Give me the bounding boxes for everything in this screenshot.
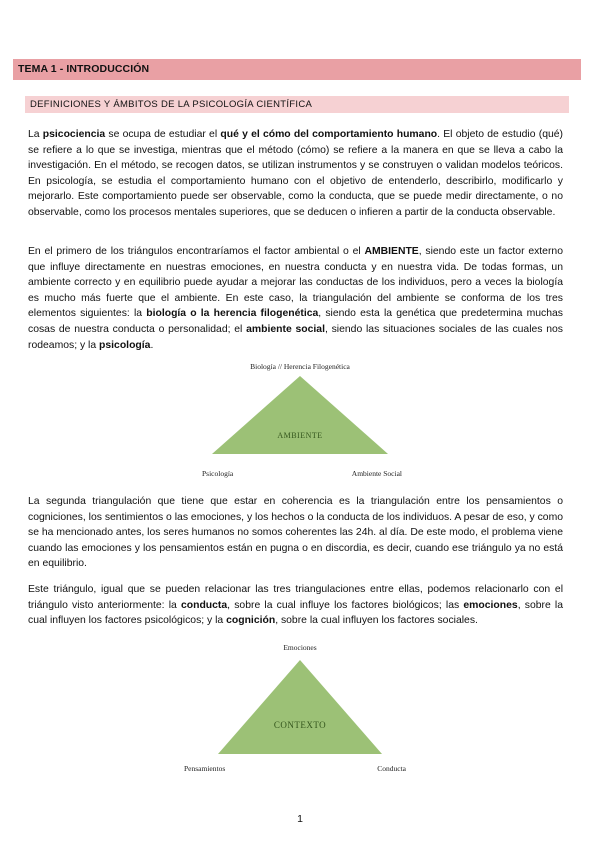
paragraph-psicociencia: La psicociencia se ocupa de estudiar el qué y el cómo del comportamiento humano. El objeto de estudio (qué) se refiere a lo que se investiga, mientras que el método (cómo) se refiere a la manera en que se lleva a cabo la investigación. En el método, se recogen datos, se utilizan instrumentos y se construyen o validan modelos teóricos. En psicología, se estudia el comportamiento humano con el objetivo de entenderlo, describirlo, modificarlo y mejorarlo. Este comportamiento puede ser observable, como la conducta, que se puede medir directamente, o no observable, como los procesos mentales superiores, que se deducen o infieren a partir de la conducta observable. (28, 129, 563, 218)
diagram2-left-label: Pensamientos (184, 764, 226, 773)
section-title-bar (25, 96, 569, 113)
diagram1-center-label: AMBIENTE (277, 431, 323, 440)
ambiente-triangle (212, 376, 388, 454)
paragraph-second-triangulation: La segunda triangulación que tiene que estar en coherencia es la triangulación entre los pensamientos o cogniciones, los sentimientos o las emociones, y los hechos o la conducta de los individuos. A pesar de eso, y como se ha mencionado antes, los seres humanos no somos coherentes las 24h. al día. De este modo, el problema viene cuando las emociones y los pensamientos están en pugna o en discordia, es decir, cuando ese triángulo ya no está en equilibrio. (28, 496, 563, 570)
diagram2-right-label: Conducta (377, 764, 406, 773)
chapter-title-bar (13, 59, 581, 80)
page-number: 1 (297, 813, 303, 825)
contexto-triangle-diagram (180, 638, 420, 776)
paragraph-relation: Este triángulo, igual que se pueden relacionar las tres triangulaciones entre ellas, podemos relacionarlo con el triángulo visto anteriormente: la conducta, sobre la cual influye los factores biológicos; las emociones, sobre la cual influyen los factores psicológicos; y la cognición, sobre la cual influyen los factores sociales. (28, 584, 563, 627)
contexto-triangle (218, 660, 382, 754)
chapter-title: TEMA 1 - INTRODUCCIÓN (18, 63, 150, 75)
ambiente-triangle-diagram (190, 356, 410, 480)
diagram2-center-label: CONTEXTO (273, 720, 327, 730)
diagram1-left-label: Psicología (202, 469, 234, 478)
paragraph-ambiente: En el primero de los triángulos encontraríamos el factor ambiental o el AMBIENTE, siendo este un factor externo que influye directamente en nuestras emociones, en nuestra conducta y en nuestra vida. De todas formas, un ambiente correcto y en equilibrio puede ayudar a mejorar las conductas de los individuos, pero a veces la biología es mucho más fuerte que el ambiente. En este caso, la triangulación del ambiente se conforma de los tres elementos siguientes: la biología o la herencia filogenética, siendo esta la genética que predetermina muchas cosas de nuestra conducta o personalidad; el ambiente social, siendo las situaciones sociales de las cuales nos rodeamos; y la psicología. (28, 246, 563, 351)
diagram1-right-label: Ambiente Social (351, 469, 402, 478)
diagram1-top-label: Biología // Herencia Filogenética (250, 362, 350, 371)
diagram2-top-label: Emociones (283, 643, 317, 652)
section-title: DEFINICIONES Y ÁMBITOS DE LA PSICOLOGÍA CIENTÍFICA (30, 99, 313, 110)
